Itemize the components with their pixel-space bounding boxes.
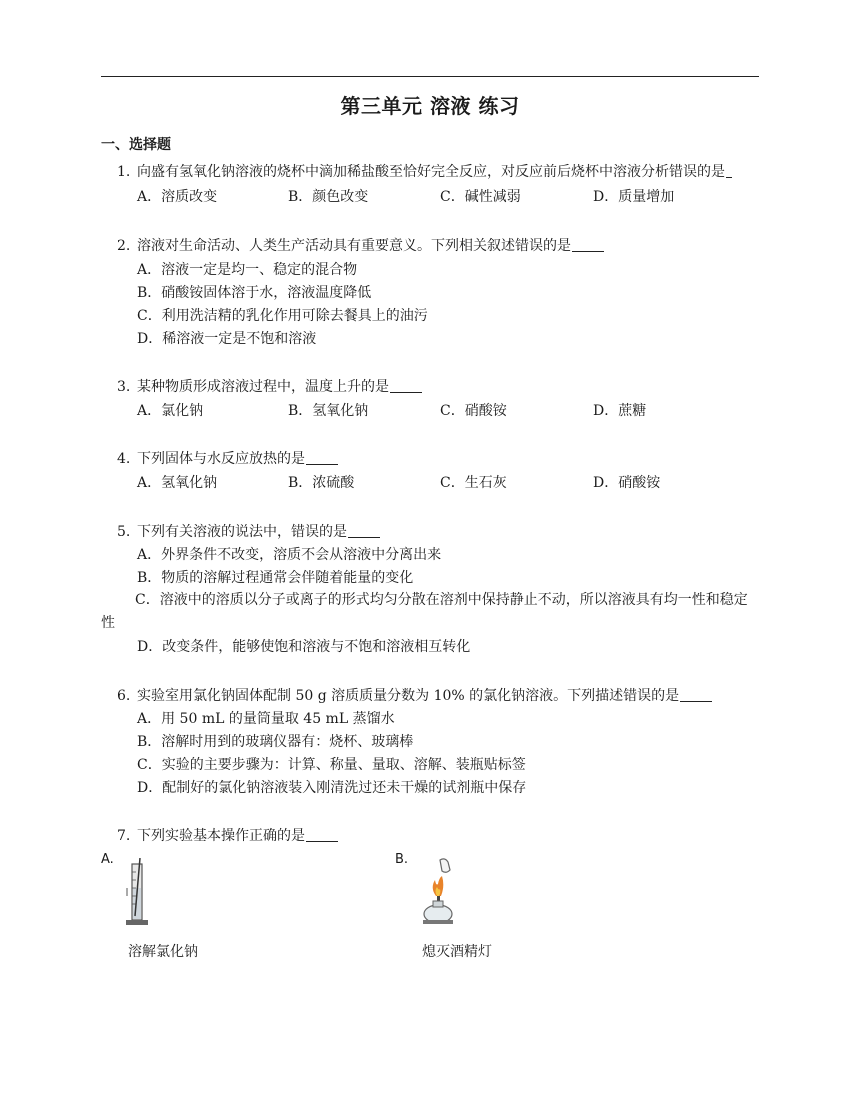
question-number: 6.	[117, 688, 131, 704]
option-d: D．配制好的氯化钠溶液装入刚清洗过还未干燥的试剂瓶中保存	[137, 780, 527, 796]
answer-blank	[306, 450, 338, 465]
option-d: D．改变条件，能够使饱和溶液与不饱和溶液相互转化	[137, 639, 471, 655]
question-2	[117, 236, 604, 256]
option-a: A．氯化钠	[137, 403, 204, 419]
question-stem: 下列固体与水反应放热的是	[137, 451, 305, 467]
option-d: D．蔗糖	[593, 403, 647, 419]
answer-blank	[572, 237, 604, 252]
question-stem: 某种物质形成溶液过程中，温度上升的是	[137, 379, 389, 395]
option-c: C．硝酸铵	[440, 403, 507, 419]
graduated-cylinder-icon	[122, 858, 152, 928]
option-a: A．溶液一定是均一、稳定的混合物	[137, 262, 358, 278]
caption-b: 熄灭酒精灯	[422, 944, 492, 960]
question-number: 2.	[117, 238, 131, 254]
option-a: A．溶质改变	[137, 189, 218, 205]
alcohol-lamp-icon	[418, 856, 458, 930]
question-number: 7.	[117, 828, 131, 844]
question-number: 4.	[117, 451, 131, 467]
option-c: C．生石灰	[440, 475, 507, 491]
option-b: B．氢氧化钠	[288, 403, 369, 419]
question-stem: 实验室用氯化钠固体配制 50 g 溶质质量分数为 10% 的氯化钠溶液。下列描述错误的是	[137, 688, 680, 704]
image-label-a: A.	[101, 852, 114, 867]
option-b: B．浓硫酸	[288, 475, 355, 491]
question-number: 3.	[117, 379, 131, 395]
answer-blank	[726, 163, 732, 178]
option-d: D．稀溶液一定是不饱和溶液	[137, 331, 317, 347]
section-heading: 一、选择题	[101, 137, 171, 153]
answer-blank	[390, 378, 422, 393]
option-b: B．物质的溶解过程通常会伴随着能量的变化	[137, 570, 414, 586]
page-title: 第三单元 溶液 练习	[340, 94, 520, 118]
option-d: D．硝酸铵	[593, 475, 661, 491]
caption-a: 溶解氯化钠	[128, 944, 198, 960]
option-c: C．利用洗洁精的乳化作用可除去餐具上的油污	[137, 308, 428, 324]
answer-blank	[348, 523, 380, 538]
question-7	[117, 826, 338, 846]
option-a: A．用 50 mL 的量筒量取 45 mL 蒸馏水	[137, 711, 395, 727]
question-number: 5.	[117, 524, 131, 540]
question-1	[117, 162, 732, 182]
option-b: B．溶解时用到的玻璃仪器有：烧杯、玻璃棒	[137, 734, 414, 750]
option-b: B．颜色改变	[288, 189, 369, 205]
question-6	[117, 686, 712, 706]
answer-blank	[306, 827, 338, 842]
question-4	[117, 449, 338, 469]
question-5	[117, 522, 380, 542]
option-c: C．碱性减弱	[440, 189, 521, 205]
question-number: 1.	[117, 164, 131, 180]
question-stem: 下列实验基本操作正确的是	[137, 828, 305, 844]
header-rule	[101, 76, 759, 77]
option-a: A．氢氧化钠	[137, 475, 218, 491]
question-3	[117, 377, 422, 397]
question-stem: 向盛有氢氧化钠溶液的烧杯中滴加稀盐酸至恰好完全反应，对反应前后烧杯中溶液分析错误的是	[137, 164, 725, 180]
answer-blank	[680, 687, 712, 702]
option-b: B．硝酸铵固体溶于水，溶液温度降低	[137, 285, 372, 301]
option-c: C．实验的主要步骤为：计算、称量、量取、溶解、装瓶贴标签	[137, 757, 526, 773]
option-d: D．质量增加	[593, 189, 675, 205]
question-stem: 溶液对生命活动、人类生产活动具有重要意义。下列相关叙述错误的是	[137, 238, 571, 254]
question-stem: 下列有关溶液的说法中，错误的是	[137, 524, 347, 540]
option-c: C．溶液中的溶质以分子或离子的形式均匀分散在溶剂中保持静止不动，所以溶液具有均一性和稳定性	[101, 592, 748, 631]
option-a: A．外界条件不改变，溶质不会从溶液中分离出来	[137, 547, 442, 563]
image-label-b: B.	[395, 852, 409, 867]
